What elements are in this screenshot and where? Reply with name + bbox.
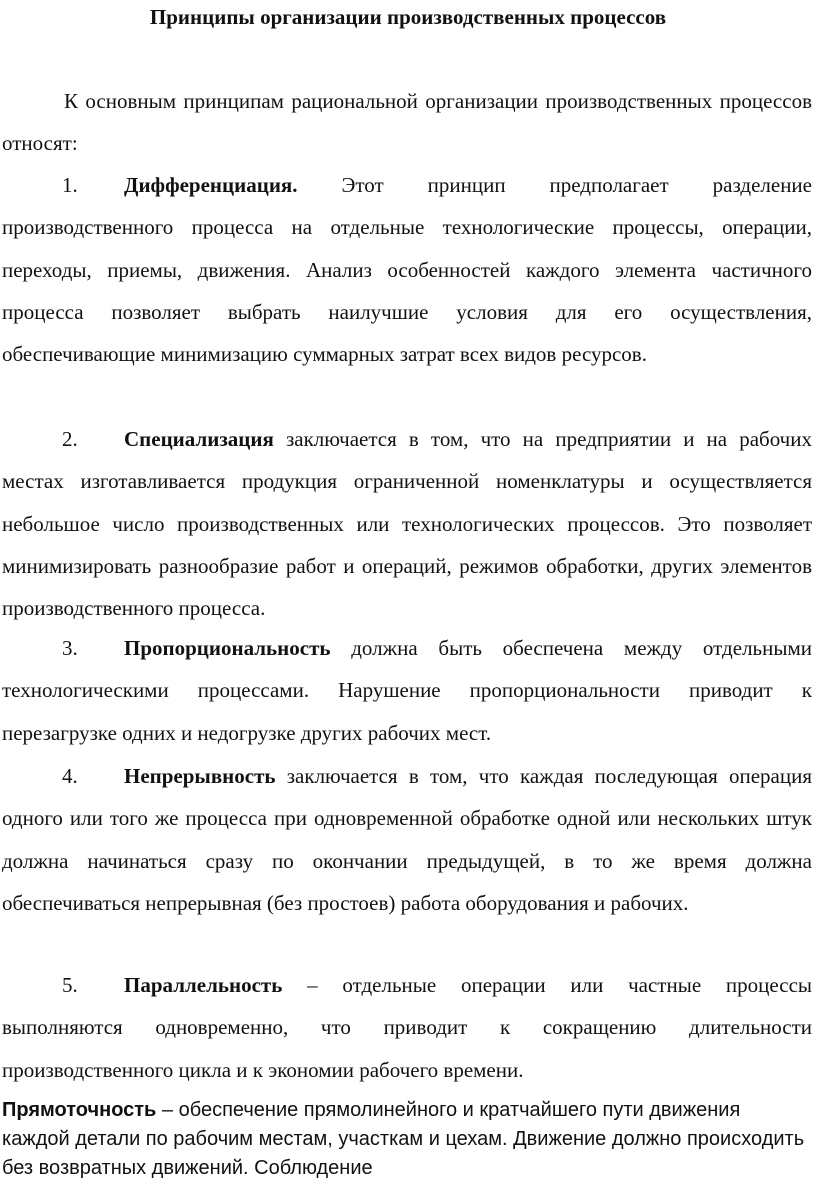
list-item (2, 164, 812, 375)
item-number: 3. (62, 636, 78, 660)
item-text: должна быть обеспечена между отдельными технологическими процессами. Нарушение пропорциональности приводит к перезагрузке одних и недогрузке других рабочих мест. (2, 636, 812, 745)
item-text: – отдельные операции или частные процессы выполняются одновременно, что приводит к сокращению длительности производственного цикла и к экономии рабочего времени. (2, 973, 812, 1082)
item-term: Пропорциональность (124, 636, 331, 660)
item-term: Непрерывность (124, 764, 276, 788)
item-term: Параллельность (124, 973, 283, 997)
item-term: Специализация (124, 427, 274, 451)
list-item (2, 627, 812, 754)
tail-paragraph (2, 1096, 812, 1183)
item-text: заключается в том, что каждая последующая операция одного или того же процесса при одновременной обработке одной или нескольких штук должна начинаться сразу по окончании предыдущей, в то же время должна обеспечиваться непрерывная (без простоев) работа оборудования и рабочих. (2, 764, 812, 915)
item-number: 2. (62, 427, 78, 451)
item-number: 5. (62, 973, 78, 997)
tail-term: Прямоточность (2, 1099, 157, 1121)
document-title: Принципы организации производственных процессов (149, 5, 667, 29)
item-number: 4. (62, 764, 78, 788)
list-item (2, 418, 812, 629)
item-number: 1. (62, 173, 78, 197)
item-text: Этот принцип предполагает разделение производственного процесса на отдельные технологические процессы, операции, переходы, приемы, движения. Анализ особенностей каждого элемента частичного процесса позволяет выбрать наилучшие условия для его осуществления, обеспечивающие минимизацию суммарных затрат всех видов ресурсов. (2, 173, 812, 367)
list-item (2, 964, 812, 1091)
item-term: Дифференциация. (124, 173, 298, 197)
intro-paragraph: К основным принципам рациональной организации производственных процессов относят: (2, 89, 812, 156)
list-item (2, 755, 812, 924)
item-text: заключается в том, что на предприятии и на рабочих местах изготавливается продукция ограниченной номенклатуры и осуществляется небольшое число производственных или технологических процессов. Это позволяет минимизировать разнообразие работ и операций, режимов обработки, других элементов производственного процесса. (2, 427, 812, 621)
tail-text: – обеспечение прямолинейного и кратчайшего пути движения каждой детали по рабочим местам, участкам и цехам. Движение должно происходить без возвратных движений. Соблюдение (2, 1099, 805, 1179)
